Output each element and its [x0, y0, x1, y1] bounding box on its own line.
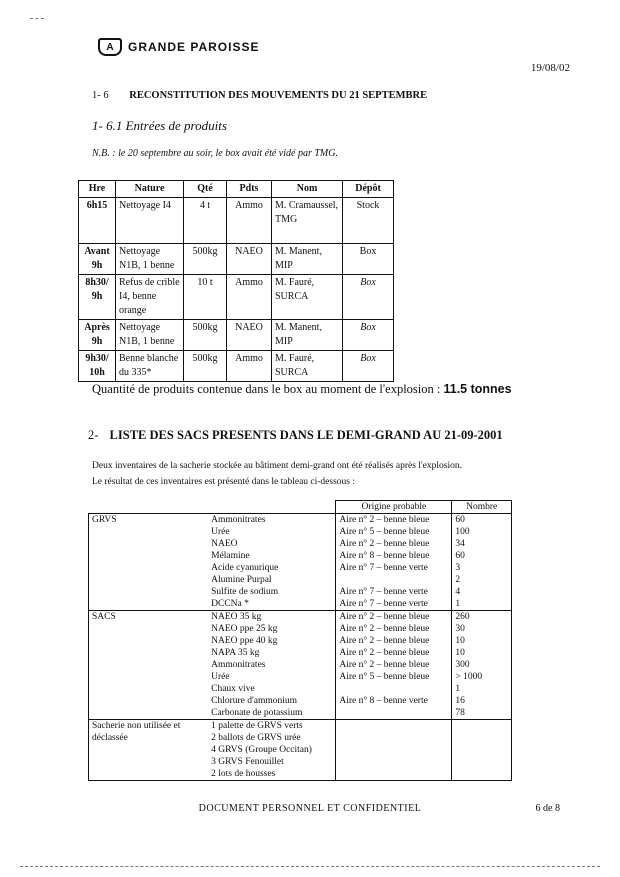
- cell-origin: Aire n° 5 – benne bleue: [336, 526, 452, 538]
- cell-item: NAEO 35 kg: [208, 611, 336, 624]
- cell-count: [452, 744, 512, 756]
- cell-count: 10: [452, 647, 512, 659]
- cell-item: Alumine Purpal: [208, 574, 336, 586]
- movements-table: [78, 180, 394, 382]
- cell-depot: Stock: [343, 198, 394, 244]
- scan-mark-top: [30, 18, 44, 19]
- cell-item: Ammonitrates: [208, 514, 336, 527]
- table-row: [79, 351, 394, 382]
- cell-product: NAEO: [227, 244, 272, 275]
- company-name: GRANDE PAROISSE: [128, 40, 260, 54]
- cell-count: 100: [452, 526, 512, 538]
- cell-item: Mélamine: [208, 550, 336, 562]
- cell-name: M. Fauré, SURCA: [272, 351, 343, 382]
- cell-count: 60: [452, 514, 512, 527]
- cell-item: 3 GRVS Fenouillet: [208, 756, 336, 768]
- paragraph-line: Le résultat de ces inventaires est présenté dans le tableau ci-dessous :: [92, 477, 355, 487]
- cell-product: Ammo: [227, 275, 272, 320]
- column-header: Nombre: [452, 501, 512, 514]
- cell-depot: Box: [343, 244, 394, 275]
- cell-origin: Aire n° 5 – benne bleue: [336, 671, 452, 683]
- cell-nature: Refus de crible I4, benne orange: [116, 275, 184, 320]
- cell-category: Sacherie non utilisée et déclassée: [89, 720, 209, 781]
- table-row: [79, 244, 394, 275]
- cell-item: Acide cyanurique: [208, 562, 336, 574]
- cell-quantity: 500kg: [184, 351, 227, 382]
- table-row: [89, 720, 512, 733]
- cell-depot: Box: [343, 320, 394, 351]
- cell-origin: [336, 683, 452, 695]
- cell-origin: Aire n° 8 – benne verte: [336, 695, 452, 707]
- cell-origin: Aire n° 8 – benne bleue: [336, 550, 452, 562]
- logo-icon: A: [98, 38, 122, 56]
- table-row: [79, 198, 394, 244]
- cell-origin: Aire n° 2 – benne bleue: [336, 538, 452, 550]
- column-header: Dépôt: [343, 181, 394, 198]
- cell-nature: Nettoyage N1B, 1 benne: [116, 320, 184, 351]
- cell-hour: 9h30/ 10h: [79, 351, 116, 382]
- note: N.B. : le 20 septembre au soir, le box avait été vidé par TMG.: [92, 148, 338, 159]
- subsection-heading: 1- 6.1 Entrées de produits: [92, 118, 227, 133]
- cell-item: Carbonate de potassium: [208, 707, 336, 720]
- cell-origin: Aire n° 7 – benne verte: [336, 586, 452, 598]
- table-header-row: [89, 501, 512, 514]
- cell-origin: Aire n° 7 – benne verte: [336, 598, 452, 611]
- cell-depot: Box: [343, 275, 394, 320]
- cell-item: 2 lots de housses: [208, 768, 336, 781]
- cell-name: M. Cramaussel, TMG: [272, 198, 343, 244]
- cell-quantity: 500kg: [184, 244, 227, 275]
- cell-origin: [336, 768, 452, 781]
- cell-count: 60: [452, 550, 512, 562]
- cell-origin: [336, 756, 452, 768]
- cell-count: 78: [452, 707, 512, 720]
- cell-quantity: 4 t: [184, 198, 227, 244]
- cell-item: 1 palette de GRVS verts: [208, 720, 336, 733]
- cell-nature: Nettoyage N1B, 1 benne: [116, 244, 184, 275]
- cell-hour: Après 9h: [79, 320, 116, 351]
- cell-origin: Aire n° 2 – benne bleue: [336, 647, 452, 659]
- table-row: [89, 611, 512, 624]
- cell-product: Ammo: [227, 198, 272, 244]
- cell-origin: [336, 707, 452, 720]
- column-header: Hre: [79, 181, 116, 198]
- column-header: Nom: [272, 181, 343, 198]
- cell-item: Chaux vive: [208, 683, 336, 695]
- cell-origin: [336, 720, 452, 733]
- column-header: Nature: [116, 181, 184, 198]
- cell-count: [452, 720, 512, 733]
- cell-name: M. Manent, MIP: [272, 320, 343, 351]
- footer-confidential: DOCUMENT PERSONNEL ET CONFIDENTIEL: [198, 803, 422, 814]
- cell-category: SACS: [89, 611, 209, 720]
- quantity-statement: [92, 382, 512, 397]
- paragraph-line: Deux inventaires de la sacherie stockée au bâtiment demi-grand ont été réalisés après l'explosion.: [92, 461, 462, 471]
- cell-origin: [336, 574, 452, 586]
- section-heading: [88, 428, 503, 443]
- cell-item: NAEO ppe 40 kg: [208, 635, 336, 647]
- cell-hour: 6h15: [79, 198, 116, 244]
- cell-count: 2: [452, 574, 512, 586]
- cell-depot: Box: [343, 351, 394, 382]
- cell-name: M. Fauré, SURCA: [272, 275, 343, 320]
- section-title: RECONSTITUTION DES MOUVEMENTS DU 21 SEPTEMBRE: [129, 90, 428, 101]
- scan-mark-bottom: [20, 866, 600, 867]
- table-header-row: [79, 181, 394, 198]
- section-heading: [92, 90, 427, 101]
- cell-item: Ammonitrates: [208, 659, 336, 671]
- cell-origin: Aire n° 2 – benne bleue: [336, 611, 452, 624]
- cell-hour: Avant 9h: [79, 244, 116, 275]
- cell-count: 16: [452, 695, 512, 707]
- cell-item: Urée: [208, 526, 336, 538]
- cell-nature: Nettoyage I4: [116, 198, 184, 244]
- cell-item: Sulfite de sodium: [208, 586, 336, 598]
- cell-origin: Aire n° 2 – benne bleue: [336, 659, 452, 671]
- cell-count: 3: [452, 562, 512, 574]
- cell-item: Chlorure d'ammonium: [208, 695, 336, 707]
- cell-count: 1: [452, 598, 512, 611]
- cell-origin: [336, 732, 452, 744]
- cell-quantity: 500kg: [184, 320, 227, 351]
- intro-paragraph: [92, 458, 522, 490]
- cell-item: NAEO ppe 25 kg: [208, 623, 336, 635]
- cell-origin: [336, 744, 452, 756]
- cell-item: Urée: [208, 671, 336, 683]
- cell-count: [452, 768, 512, 781]
- cell-product: NAEO: [227, 320, 272, 351]
- cell-item: NAPA 35 kg: [208, 647, 336, 659]
- quantity-text: Quantité de produits contenue dans le box au moment de l'explosion :: [92, 382, 444, 396]
- cell-origin: Aire n° 7 – benne verte: [336, 562, 452, 574]
- cell-quantity: 10 t: [184, 275, 227, 320]
- cell-count: 4: [452, 586, 512, 598]
- cell-item: 2 ballots de GRVS urée: [208, 732, 336, 744]
- cell-name: M. Manent, MIP: [272, 244, 343, 275]
- column-header: Pdts: [227, 181, 272, 198]
- cell-origin: Aire n° 2 – benne bleue: [336, 635, 452, 647]
- cell-count: [452, 732, 512, 744]
- cell-origin: Aire n° 2 – benne bleue: [336, 623, 452, 635]
- cell-category: GRVS: [89, 514, 209, 611]
- cell-nature: Benne blanche du 335*: [116, 351, 184, 382]
- company-logo: [98, 38, 259, 56]
- cell-item: NAEO: [208, 538, 336, 550]
- inventory-table: [88, 500, 512, 781]
- cell-item: DCCNa *: [208, 598, 336, 611]
- page-number: 6 de 8: [535, 803, 560, 814]
- section-number: 2-: [88, 428, 99, 442]
- cell-count: [452, 756, 512, 768]
- cell-count: 1: [452, 683, 512, 695]
- cell-count: 260: [452, 611, 512, 624]
- column-header: Origine probable: [336, 501, 452, 514]
- quantity-value: 11.5 tonnes: [443, 382, 512, 396]
- table-row: [89, 514, 512, 527]
- cell-origin: Aire n° 2 – benne bleue: [336, 514, 452, 527]
- cell-product: Ammo: [227, 351, 272, 382]
- section-number: 1- 6: [92, 90, 109, 101]
- cell-hour: 8h30/ 9h: [79, 275, 116, 320]
- cell-count: 34: [452, 538, 512, 550]
- cell-count: 300: [452, 659, 512, 671]
- section-title: LISTE DES SACS PRESENTS DANS LE DEMI-GRAND AU 21-09-2001: [109, 428, 503, 442]
- table-row: [79, 320, 394, 351]
- column-header: Qté: [184, 181, 227, 198]
- cell-count: > 1000: [452, 671, 512, 683]
- table-row: [79, 275, 394, 320]
- cell-item: 4 GRVS (Groupe Occitan): [208, 744, 336, 756]
- cell-count: 30: [452, 623, 512, 635]
- document-date: 19/08/02: [530, 62, 570, 74]
- cell-count: 10: [452, 635, 512, 647]
